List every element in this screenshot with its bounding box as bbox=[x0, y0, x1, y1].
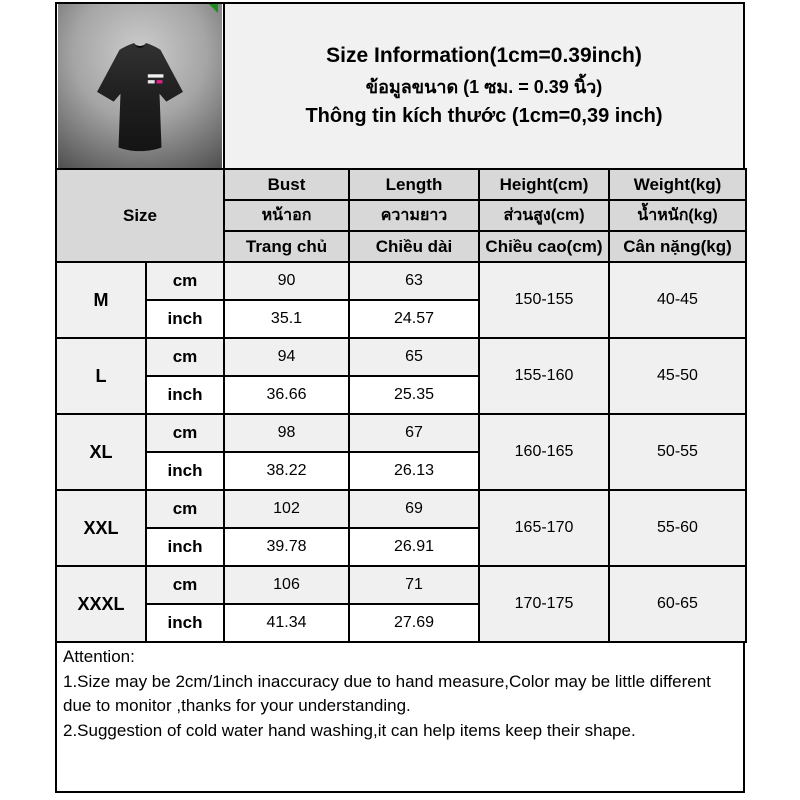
height-range: 155-160 bbox=[479, 338, 609, 414]
length-inch-value: 27.69 bbox=[349, 604, 479, 642]
weight-range: 40-45 bbox=[609, 262, 746, 338]
unit-cell: inch bbox=[146, 300, 224, 338]
col-header-height-th: ส่วนสูง(cm) bbox=[479, 200, 609, 231]
unit-cell: inch bbox=[146, 376, 224, 414]
title-block bbox=[225, 4, 743, 168]
unit-cell: cm bbox=[146, 566, 224, 604]
bust-cm-value: 90 bbox=[224, 262, 349, 300]
col-header-length-en: Length bbox=[349, 169, 479, 200]
col-header-length-vi: Chiều dài bbox=[349, 231, 479, 262]
length-cm-value: 71 bbox=[349, 566, 479, 604]
bust-cm-value: 102 bbox=[224, 490, 349, 528]
length-inch-value: 26.91 bbox=[349, 528, 479, 566]
bust-cm-value: 106 bbox=[224, 566, 349, 604]
length-cm-value: 69 bbox=[349, 490, 479, 528]
length-inch-value: 26.13 bbox=[349, 452, 479, 490]
unit-cell: cm bbox=[146, 338, 224, 376]
bust-cm-value: 94 bbox=[224, 338, 349, 376]
length-inch-value: 25.35 bbox=[349, 376, 479, 414]
bust-inch-value: 39.78 bbox=[224, 528, 349, 566]
length-cm-value: 65 bbox=[349, 338, 479, 376]
size-chart bbox=[55, 2, 745, 793]
title-english: Size Information(1cm=0.39inch) bbox=[326, 44, 642, 67]
table-row bbox=[56, 262, 746, 300]
height-range: 160-165 bbox=[479, 414, 609, 490]
length-cm-value: 67 bbox=[349, 414, 479, 452]
size-label: M bbox=[56, 262, 146, 338]
height-range: 165-170 bbox=[479, 490, 609, 566]
length-cm-value: 63 bbox=[349, 262, 479, 300]
col-header-bust-en: Bust bbox=[224, 169, 349, 200]
col-header-bust-vi: Trang chủ bbox=[224, 231, 349, 262]
height-range: 170-175 bbox=[479, 566, 609, 642]
size-header-cell: Size bbox=[56, 169, 224, 262]
bust-cm-value: 98 bbox=[224, 414, 349, 452]
chest-logo-left bbox=[148, 80, 155, 83]
unit-cell: cm bbox=[146, 262, 224, 300]
col-header-weight-en: Weight(kg) bbox=[609, 169, 746, 200]
tshirt-image bbox=[57, 4, 223, 168]
size-label: XXL bbox=[56, 490, 146, 566]
table-row bbox=[56, 566, 746, 604]
weight-range: 45-50 bbox=[609, 338, 746, 414]
bust-inch-value: 35.1 bbox=[224, 300, 349, 338]
green-corner-marker-icon bbox=[209, 4, 218, 13]
col-header-height-en: Height(cm) bbox=[479, 169, 609, 200]
attention-note-2: 2.Suggestion of cold water hand washing,it can help items keep their shape. bbox=[63, 720, 636, 740]
unit-cell: cm bbox=[146, 414, 224, 452]
height-range: 150-155 bbox=[479, 262, 609, 338]
bust-inch-value: 41.34 bbox=[224, 604, 349, 642]
table-row bbox=[56, 414, 746, 452]
weight-range: 55-60 bbox=[609, 490, 746, 566]
weight-range: 60-65 bbox=[609, 566, 746, 642]
table-row bbox=[56, 338, 746, 376]
table-row bbox=[56, 490, 746, 528]
chest-logo-pink bbox=[157, 80, 163, 83]
length-inch-value: 24.57 bbox=[349, 300, 479, 338]
bust-inch-value: 36.66 bbox=[224, 376, 349, 414]
chest-logo-line bbox=[148, 74, 164, 77]
unit-cell: inch bbox=[146, 452, 224, 490]
size-table bbox=[55, 168, 747, 643]
attention-box bbox=[55, 641, 745, 793]
col-header-height-vi: Chiều cao(cm) bbox=[479, 231, 609, 262]
unit-cell: cm bbox=[146, 490, 224, 528]
bust-inch-value: 38.22 bbox=[224, 452, 349, 490]
product-photo bbox=[57, 4, 225, 168]
top-section bbox=[55, 2, 745, 170]
col-header-weight-vi: Cân nặng(kg) bbox=[609, 231, 746, 262]
title-vietnamese: Thông tin kích thước (1cm=0,39 inch) bbox=[305, 105, 663, 127]
size-label: XL bbox=[56, 414, 146, 490]
weight-range: 50-55 bbox=[609, 414, 746, 490]
col-header-weight-th: น้ำหนัก(kg) bbox=[609, 200, 746, 231]
unit-cell: inch bbox=[146, 604, 224, 642]
unit-cell: inch bbox=[146, 528, 224, 566]
col-header-length-th: ความยาว bbox=[349, 200, 479, 231]
size-label: L bbox=[56, 338, 146, 414]
col-header-bust-th: หน้าอก bbox=[224, 200, 349, 231]
attention-note-1: 1.Size may be 2cm/1inch inaccuracy due to hand measure,Color may be little different due to monitor ,thanks for your understanding. bbox=[63, 671, 711, 715]
attention-heading: Attention: bbox=[63, 647, 135, 666]
size-label: XXXL bbox=[56, 566, 146, 642]
title-thai: ข้อมูลขนาด (1 ซม. = 0.39 นิ้ว) bbox=[365, 77, 603, 97]
